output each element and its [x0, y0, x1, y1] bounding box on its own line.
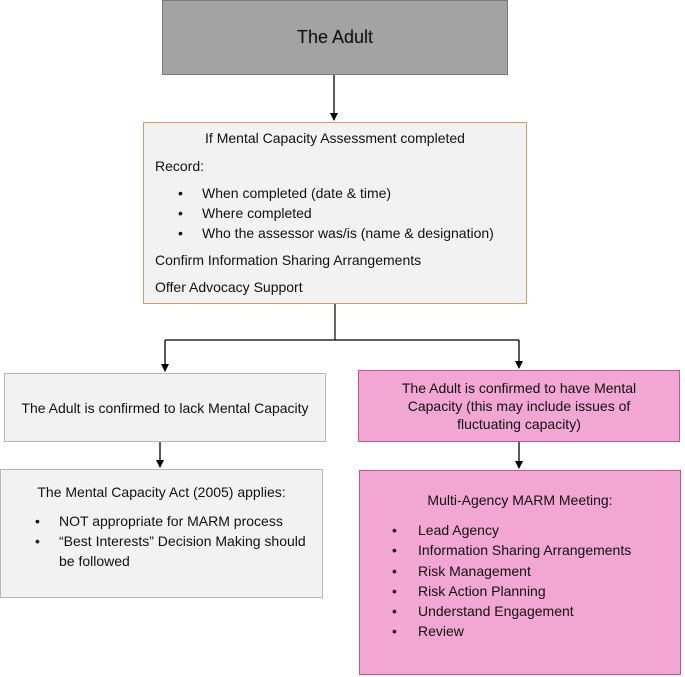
mental-capacity-act-box [0, 469, 323, 598]
marm-item-risk-action-planning: • Risk Action Planning [418, 581, 631, 601]
have-capacity-box [358, 370, 680, 442]
record-item-when: • When completed (date & time) [202, 183, 494, 203]
marm-item-risk-management: • Risk Management [418, 561, 631, 581]
lack-capacity-box [4, 373, 326, 442]
lack-capacity-text: The Adult is confirmed to lack Mental Capacity [21, 399, 309, 416]
mca-item-best-interests: • “Best Interests” Decision Making should be followed [59, 531, 309, 571]
have-capacity-text: The Adult is confirmed to have Mental Capacity (this may include issues of fluctuating capacity) [401, 380, 637, 432]
assessment-title: If Mental Capacity Assessment completed [205, 130, 465, 146]
record-item-who: • Who the assessor was/is (name & designation) [202, 223, 494, 243]
adult-box-title: The Adult [296, 27, 374, 47]
confirm-information-sharing-text: Confirm Information Sharing Arrangements [155, 252, 422, 268]
marm-list [418, 520, 631, 642]
marm-title: Multi-Agency MARM Meeting: [427, 492, 613, 508]
mca-item-not-appropriate: • NOT appropriate for MARM process [59, 511, 309, 531]
record-label: Record: [155, 158, 205, 174]
marm-item-information-sharing: • Information Sharing Arrangements [418, 540, 631, 560]
marm-meeting-box [359, 470, 681, 675]
adult-box [162, 0, 508, 75]
offer-advocacy-text: Offer Advocacy Support [155, 279, 303, 295]
record-list [202, 183, 494, 243]
marm-item-lead-agency: • Lead Agency [418, 520, 631, 540]
mca-title: The Mental Capacity Act (2005) applies: [37, 484, 286, 500]
marm-item-review: • Review [418, 621, 631, 641]
marm-item-understand-engagement: • Understand Engagement [418, 601, 631, 621]
mental-capacity-assessment-box [143, 122, 527, 304]
record-item-where: • Where completed [202, 203, 494, 223]
mca-list [59, 511, 309, 571]
